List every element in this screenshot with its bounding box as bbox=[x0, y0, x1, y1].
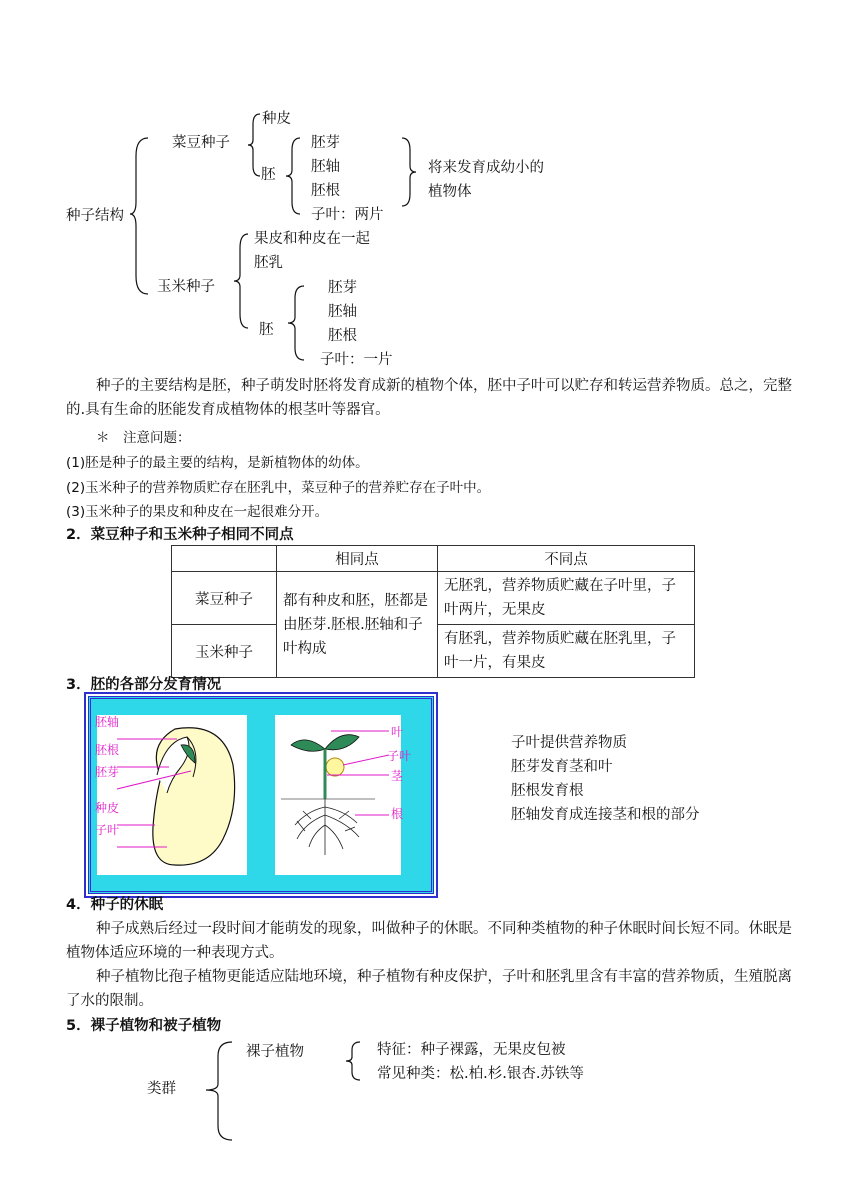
brace-taxa bbox=[204, 1040, 234, 1144]
brace-gymnosperm bbox=[344, 1040, 362, 1082]
corn-endosperm: 胚乳 bbox=[254, 255, 283, 271]
corn-seed-label: 玉米种子 bbox=[157, 279, 215, 295]
brace-corn bbox=[232, 232, 250, 330]
section4-paragraph-2: 种子植物比孢子植物更能适应陆地环境，种子植物有种皮保护，子叶和胚乳里含有丰富的营养物质，生殖脱离了水的限制。 bbox=[66, 969, 792, 1009]
bean-coat: 种皮 bbox=[262, 111, 291, 127]
table-cell-name: 菜豆种子 bbox=[172, 572, 277, 625]
seed-label-hypocotyl: 胚轴 bbox=[95, 715, 120, 729]
bean-seed-drawing bbox=[97, 715, 247, 875]
table-cell-diff: 有胚乳，营养物质贮藏在胚乳里，子叶一片，有果皮 bbox=[438, 625, 695, 678]
table-header-cell: 相同点 bbox=[277, 546, 438, 572]
paragraph-main-structure: 种子的主要结构是胚，种子萌发时胚将发育成新的植物个体，胚中子叶可以贮存和转运营养物质。总之，完整的.具有生命的胚能发育成植物体的根茎叶等器官。 bbox=[66, 378, 792, 418]
note-item-1: (1)胚是种子的最主要的结构，是新植物体的幼体。 bbox=[66, 455, 369, 471]
section5-title: 5．裸子植物和被子植物 bbox=[66, 1018, 222, 1034]
note-item-3: (3)玉米种子的果皮和种皮在一起很难分开。 bbox=[66, 504, 329, 520]
section4-title: 4．种子的休眠 bbox=[66, 897, 164, 913]
section3-title: 3．胚的各部分发育情况 bbox=[66, 677, 222, 693]
embryo-development-figure bbox=[88, 696, 434, 894]
brace-root bbox=[128, 136, 152, 296]
corn-peel: 果皮和种皮在一起 bbox=[254, 231, 370, 247]
bean-note-2: 植物体 bbox=[428, 184, 472, 200]
gymnosperm-feature: 特征：种子裸露，无果皮包被 bbox=[377, 1042, 566, 1058]
bean-part-1: 胚芽 bbox=[311, 135, 340, 151]
bean-seed-panel bbox=[97, 715, 247, 875]
comparison-table bbox=[171, 545, 695, 678]
section4-paragraph-1: 种子成熟后经过一段时间才能萌发的现象，叫做种子的休眠。不同种类植物的种子休眠时间长短不同。休眠是植物体适应环境的一种表现方式。 bbox=[66, 921, 792, 961]
brace-corn-embryo bbox=[286, 284, 306, 362]
tree-root: 种子结构 bbox=[66, 208, 124, 224]
table-header-cell: 不同点 bbox=[438, 546, 695, 572]
note-item-2: (2)玉米种子的营养物质贮存在胚乳中，菜豆种子的营养贮存在子叶中。 bbox=[66, 480, 491, 496]
seedling-drawing bbox=[275, 715, 404, 875]
seed-label-cotyledon: 子叶 bbox=[95, 823, 120, 837]
seedling-panel bbox=[275, 715, 404, 875]
notes-title: ＊ 注意问题： bbox=[96, 430, 191, 446]
table-row bbox=[172, 572, 695, 625]
seed-label-coat: 种皮 bbox=[95, 801, 120, 815]
plant-label-cotyledon: 子叶 bbox=[387, 749, 412, 763]
corn-part-2: 胚轴 bbox=[328, 304, 357, 320]
table-cell-name: 玉米种子 bbox=[172, 625, 277, 678]
table-header-row bbox=[172, 546, 695, 572]
plant-label-root: 根 bbox=[391, 807, 404, 821]
table-cell-diff: 无胚乳，营养物质贮藏在子叶里，子叶两片，无果皮 bbox=[438, 572, 695, 625]
plant-label-stem: 茎 bbox=[391, 769, 404, 783]
section2-title: 2．菜豆种子和玉米种子相同不同点 bbox=[66, 527, 294, 543]
taxa-root: 类群 bbox=[147, 1081, 176, 1097]
bean-part-4: 子叶：两片 bbox=[311, 207, 384, 223]
table-header-cell bbox=[172, 546, 277, 572]
brace-bean-note bbox=[400, 136, 418, 208]
corn-part-3: 胚根 bbox=[328, 328, 357, 344]
brace-bean-embryo bbox=[284, 136, 302, 216]
seed-label-plumule: 胚芽 bbox=[95, 765, 120, 779]
fact-4: 胚轴发育成连接茎和根的部分 bbox=[511, 807, 700, 823]
corn-embryo: 胚 bbox=[259, 322, 274, 338]
seed-label-radicle: 胚根 bbox=[95, 743, 120, 757]
fact-3: 胚根发育根 bbox=[511, 783, 584, 799]
bean-note-1: 将来发育成幼小的 bbox=[428, 160, 544, 176]
table-cell-same: 都有种皮和胚，胚都是由胚芽.胚根.胚轴和子叶构成 bbox=[277, 572, 438, 678]
bean-part-3: 胚根 bbox=[311, 183, 340, 199]
gymnosperm-label: 裸子植物 bbox=[246, 1044, 304, 1060]
bean-seed-label: 菜豆种子 bbox=[172, 135, 230, 151]
corn-part-4: 子叶：一片 bbox=[320, 352, 393, 368]
fact-1: 子叶提供营养物质 bbox=[511, 735, 627, 751]
corn-part-1: 胚芽 bbox=[328, 280, 357, 296]
plant-label-leaf: 叶 bbox=[391, 725, 404, 739]
bean-part-2: 胚轴 bbox=[311, 159, 340, 175]
bean-embryo: 胚 bbox=[261, 167, 276, 183]
brace-bean bbox=[246, 112, 262, 178]
gymnosperm-common: 常见种类：松.柏.杉.银杏.苏铁等 bbox=[377, 1066, 584, 1082]
fact-2: 胚芽发育茎和叶 bbox=[511, 759, 613, 775]
